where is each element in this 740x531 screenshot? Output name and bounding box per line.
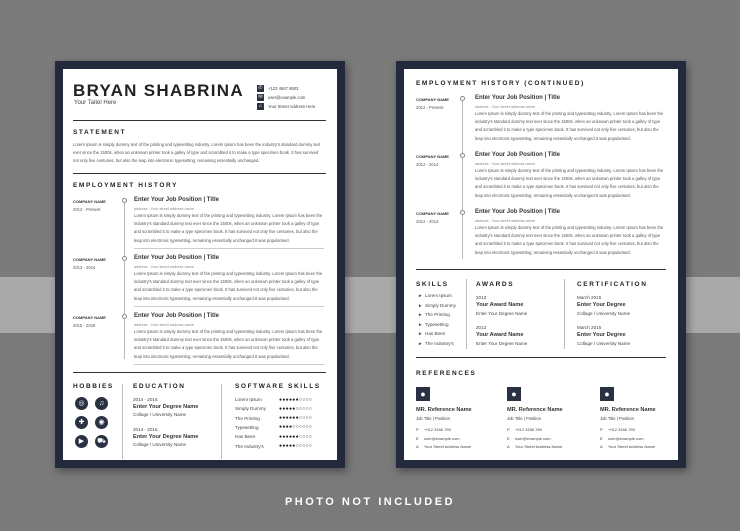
- reference-label: A: [507, 444, 510, 449]
- timeline-dot: [460, 210, 465, 215]
- reference-label: E: [507, 435, 510, 441]
- reference-email: user@example.com: [515, 435, 551, 441]
- description-line: and scrambled it to make a type specimen book. It has survived not only five centuries, but also the: [475, 184, 659, 190]
- job-dates: 2013 - 2014: [73, 265, 96, 270]
- cert-date: March 2015: [577, 295, 602, 300]
- reference-label: P: [416, 427, 419, 432]
- skill-name: The Industry's: [425, 340, 454, 346]
- education-school: Collage / University Name: [133, 412, 187, 417]
- job-description: [475, 110, 671, 143]
- job-dates: 2015 - 2018: [73, 323, 96, 328]
- reference-label: A: [416, 444, 419, 449]
- job-title: Enter Your Job Position | Title: [475, 95, 561, 101]
- person-icon: ●: [600, 387, 614, 401]
- cert-title: Enter Your Degree: [577, 302, 626, 308]
- timeline-dot: [460, 96, 465, 101]
- software-skill-name: Typesetting: [235, 424, 259, 430]
- skill-bullet: ►: [418, 321, 423, 327]
- person-icon: ●: [416, 387, 430, 401]
- reference-phone: +012 3456 789: [515, 427, 542, 432]
- hobbies-heading: HOBBIES: [73, 383, 114, 390]
- reference-address: Your Street Address Name: [515, 444, 563, 449]
- reference-label: P: [507, 427, 510, 432]
- description-line: leap into electronic typesetting, remaining essentially unchanged.It was popularised.: [475, 135, 631, 141]
- timeline-line: [124, 199, 125, 359]
- job-title: Enter Your Job Position | Title: [134, 255, 220, 261]
- photo-not-included-caption: PHOTO NOT INCLUDED: [284, 496, 456, 508]
- description-line: industry's standard dummy text ever since the 1500s, when an unknown printer took a galley of type: [475, 176, 661, 182]
- job-description: [475, 167, 671, 200]
- left-resume-page: [63, 69, 337, 460]
- description-line: Lorem Ipsum is simply dummy text of the printing and typesetting industry. Lorem Ipsum has been the: [134, 329, 323, 334]
- company-name: COMPANY NAME: [73, 315, 106, 320]
- column-divider: [122, 384, 123, 459]
- skill-bullet: ►: [418, 331, 423, 336]
- reference-job: Job Title | Position: [600, 416, 634, 421]
- job-dates: 2012 - Present: [416, 105, 444, 110]
- job-description: [134, 328, 330, 361]
- cert-sub: Collage / University Name: [577, 311, 631, 316]
- game-icon: ✚: [75, 416, 88, 429]
- divider: [73, 120, 326, 121]
- description-line: leap into electronic typesetting, remaining essentially unchanged.It was popularised.: [134, 237, 290, 243]
- camera-icon: ◉: [95, 416, 108, 429]
- company-name: COMPANY NAME: [73, 199, 106, 204]
- software-heading: SOFTWARE SKILLS: [235, 383, 321, 390]
- company-name: COMPANY NAME: [416, 97, 449, 102]
- contact-phone: +123 4567 8903: [268, 86, 299, 91]
- statement-text: [73, 141, 331, 166]
- statement-line: Lorem Ipsum is simply dummy text of the printing and typesetting industry. Lorem Ipsum has been the industry's standard dummy text: [73, 142, 321, 147]
- description-line: industry's standard dummy text ever since the 1500s, when an unknown printer took a galley of type: [134, 221, 320, 227]
- job-dates: 2012 - 2014: [416, 162, 439, 167]
- award-sub: Enter Your Degree Name: [476, 311, 528, 316]
- job-description: [475, 224, 671, 257]
- award-sub: Enter Your Degree Name: [476, 341, 528, 346]
- divider: [416, 357, 666, 358]
- job-title: Enter Your Job Position | Title: [134, 313, 220, 319]
- description-line: Lorem Ipsum is simply dummy text of the printing and typesetting industry. Lorem Ipsum has been the: [475, 111, 664, 116]
- software-skill-rating: ●●●●●●○○○○: [279, 396, 313, 403]
- column-divider: [564, 279, 565, 349]
- skills-heading: SKILLS: [416, 281, 449, 288]
- description-line: leap into electronic typesetting, remaining essentially unchanged.It was popularised.: [475, 192, 631, 198]
- skill-name: Typesetting: [425, 321, 449, 327]
- job-address: address : Your street address name: [134, 207, 194, 211]
- employment-continued-heading: EMPLOYMENT HISTORY (CONTINUED): [416, 80, 585, 87]
- software-skill-rating: ●●●●●○○○○○: [279, 443, 313, 449]
- education-school: Collage / University Name: [133, 442, 187, 447]
- references-heading: REFERENCES: [416, 370, 477, 377]
- education-degree: Enter Your Degree Name: [133, 434, 199, 440]
- timeline-line: [462, 99, 463, 259]
- job-description: [134, 212, 330, 245]
- description-line: industry's standard dummy text ever since the 1500s, when an unknown printer took a galley of type: [134, 337, 320, 343]
- software-skill-name: Lorem Ipsum: [235, 397, 262, 402]
- description-line: Lorem Ipsum is simply dummy text of the printing and typesetting industry. Lorem Ipsum has been the: [475, 168, 664, 173]
- education-years: 2014 - 2016: [133, 427, 158, 432]
- film-icon: ▶: [75, 435, 88, 448]
- employment-heading: EMPLOYMENT HISTORY: [73, 182, 179, 189]
- software-skill-rating: ●●●●●●○○○○: [279, 433, 313, 440]
- reference-phone: +012 3456 789: [424, 427, 451, 432]
- reference-name: MR. Reference Name: [600, 407, 656, 413]
- software-skill-rating: ●●●●○○○○○○: [279, 424, 313, 431]
- timeline-dot: [122, 256, 127, 261]
- description-line: and scrambled it to make a type specimen book. It has survived not only five centuries, but also the: [475, 127, 659, 133]
- skill-bullet: ►: [418, 312, 423, 317]
- job-separator: [134, 364, 324, 365]
- description-line: industry's standard dummy text ever since the 1500s, when an unknown printer took a galley of type: [475, 233, 661, 239]
- job-address: address : Your street address name: [134, 323, 194, 327]
- timeline-dot: [460, 153, 465, 158]
- skill-name: The Printing: [425, 312, 450, 317]
- candidate-name: BRYAN SHABRINA: [73, 81, 244, 100]
- description-line: Lorem Ipsum is simply dummy text of the printing and typesetting industry. Lorem Ipsum has been the: [475, 225, 664, 230]
- education-years: 2014 - 2016: [133, 397, 158, 402]
- award-title: Your Award Name: [476, 332, 524, 338]
- software-skill-name: The Industry's: [235, 443, 264, 449]
- company-name: COMPANY NAME: [73, 257, 106, 262]
- reference-label: E: [600, 435, 603, 441]
- reference-job: Job Title | Position: [507, 416, 541, 421]
- certification-heading: CERTIFICATION: [577, 281, 648, 288]
- award-year: 2013: [476, 295, 487, 300]
- car-icon: ⛟: [95, 435, 108, 448]
- reference-name: MR. Reference Name: [507, 407, 563, 413]
- job-separator: [134, 248, 324, 249]
- software-skill-rating: ●●●●●○○○○○: [279, 405, 313, 412]
- award-title: Your Award Name: [476, 302, 524, 308]
- job-address: address : Your street address name: [475, 105, 535, 109]
- job-title: Enter Your Job Position | Title: [134, 197, 220, 203]
- description-line: industry's standard dummy text ever since the 1500s, when an unknown printer took a galley of type: [475, 119, 661, 125]
- statement-heading: STATEMENT: [73, 129, 127, 136]
- skill-name: Lorem Ipsum: [425, 293, 452, 298]
- description-line: and scrambled it to make a type specimen book. It has survived not only five centuries, but also the: [134, 229, 318, 235]
- reference-address: Your Street Address Name: [608, 444, 656, 449]
- job-address: address : Your street address name: [475, 219, 535, 223]
- reference-job: Job Title | Position: [416, 416, 450, 421]
- software-skill-rating: ●●●●●●○○○○: [279, 415, 313, 422]
- reference-label: P: [600, 427, 603, 432]
- reference-address: Your Street Address Name: [424, 444, 472, 449]
- company-name: COMPANY NAME: [416, 154, 449, 159]
- company-name: COMPANY NAME: [416, 211, 449, 216]
- cert-date: March 2015: [577, 325, 602, 330]
- software-skill-name: Simply Dummy: [235, 406, 266, 412]
- phone-icon: ✆: [258, 85, 263, 91]
- skill-bullet: ►: [418, 302, 423, 308]
- description-line: and scrambled it to make a type specimen book. It has survived not only five centuries, but also the: [134, 345, 318, 351]
- divider: [416, 269, 666, 270]
- statement-line: ever since the 1500s, when an unknown printer took a galley of type and scrambled it to make a type specimen book. It has survived: [73, 150, 319, 156]
- job-title: Enter Your Job Position | Title: [475, 209, 561, 215]
- contact-address: Your Street Address Here: [268, 104, 316, 109]
- home-icon: ⌂: [258, 103, 263, 109]
- skill-name: Simply Dummy: [425, 302, 456, 308]
- reference-name: MR. Reference Name: [416, 407, 472, 413]
- timeline-dot: [122, 314, 127, 319]
- skill-name: Has Been: [425, 331, 446, 336]
- column-divider: [466, 279, 467, 349]
- job-address: address : Your street address name: [134, 265, 194, 269]
- divider: [73, 173, 326, 174]
- candidate-role: Your Taitel Here: [74, 100, 117, 106]
- software-skill-name: Has Been: [235, 434, 256, 440]
- education-degree: Enter Your Degree Name: [133, 404, 199, 410]
- timeline-dot: [122, 198, 127, 203]
- description-line: leap into electronic typesetting, remaining essentially unchanged.It was popularised.: [134, 295, 290, 301]
- job-address: address : Your street address name: [475, 162, 535, 166]
- award-year: 2013: [476, 325, 487, 330]
- reference-email: user@example.com: [424, 435, 460, 441]
- job-separator: [134, 306, 324, 307]
- description-line: leap into electronic typesetting, remaining essentially unchanged.It was popularised.: [134, 353, 290, 359]
- job-title: Enter Your Job Position | Title: [475, 152, 561, 158]
- globe-icon: ◎: [75, 397, 88, 410]
- software-skill-name: The Printing: [235, 415, 260, 421]
- reference-label: A: [600, 444, 603, 449]
- reference-phone: +012 3456 789: [608, 427, 635, 432]
- description-line: industry's standard dummy text ever since the 1500s, when an unknown printer took a galley of type: [134, 279, 320, 285]
- divider: [73, 372, 326, 373]
- contact-email: user@example.com: [268, 95, 306, 100]
- right-resume-page: [404, 69, 678, 460]
- column-divider: [221, 384, 222, 459]
- email-icon: ✉: [258, 94, 263, 100]
- person-icon: ●: [507, 387, 521, 401]
- skill-bullet: ►: [418, 293, 423, 298]
- cert-sub: Collage / University Name: [577, 341, 631, 346]
- description-line: Lorem Ipsum is simply dummy text of the printing and typesetting industry. Lorem Ipsum has been the: [134, 213, 323, 218]
- awards-heading: AWARDS: [476, 281, 515, 288]
- cert-title: Enter Your Degree: [577, 332, 626, 338]
- education-heading: EDUCATION: [133, 383, 186, 390]
- job-dates: 2012 - Present: [73, 207, 101, 212]
- reference-label: E: [416, 435, 419, 441]
- skill-bullet: ►: [418, 340, 423, 346]
- job-dates: 2012 - 2014: [416, 219, 439, 224]
- description-line: Lorem Ipsum is simply dummy text of the printing and typesetting industry. Lorem Ipsum has been the: [134, 271, 323, 276]
- job-description: [134, 270, 330, 303]
- description-line: and scrambled it to make a type specimen book. It has survived not only five centuries, but also the: [475, 241, 659, 247]
- description-line: and scrambled it to make a type specimen book. It has survived not only five centuries, but also the: [134, 287, 318, 293]
- reference-email: user@example.com: [608, 435, 644, 441]
- music-icon: ♫: [95, 397, 108, 410]
- statement-line: not only five centuries, but also the leap into electronic typesetting, remaining essentially unchanged.: [73, 158, 260, 164]
- description-line: leap into electronic typesetting, remaining essentially unchanged.It was popularised.: [475, 249, 631, 255]
